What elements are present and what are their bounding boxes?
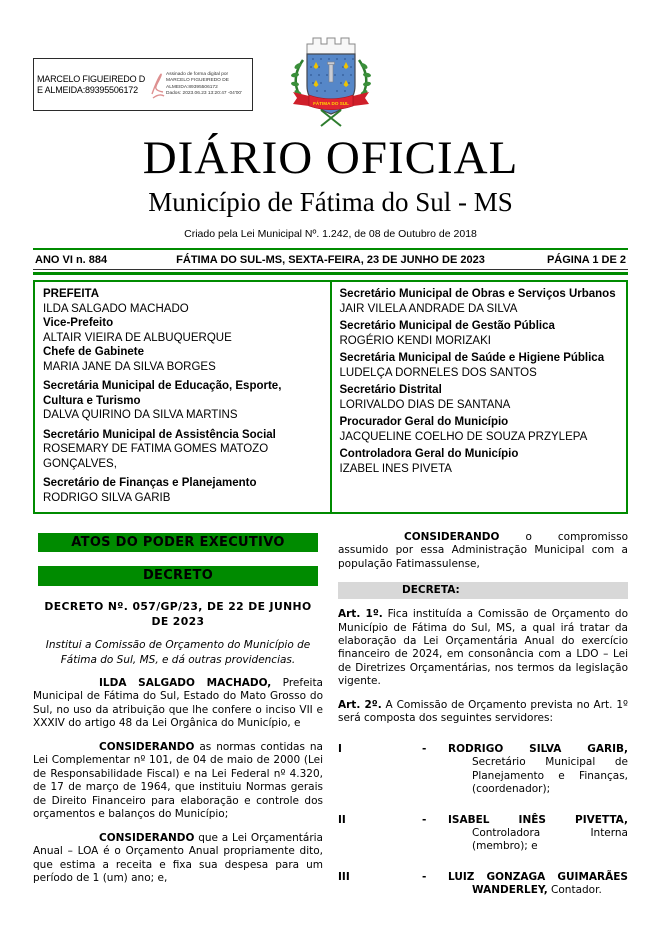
creation-note: Criado pela Lei Municipal Nº. 1.242, de 08 de Outubro de 2018 bbox=[184, 228, 477, 240]
official-entry bbox=[43, 428, 322, 472]
member-name: ISABEL INÊS PIVETTA, bbox=[448, 813, 628, 826]
paragraph-text: o compromisso assumido por essa Administração Municipal com a população Fatimassulense, bbox=[338, 531, 628, 570]
article-lead: Art. 2º. bbox=[338, 699, 382, 712]
signature-detail-line: ALMEIDA:89395506172 bbox=[166, 84, 218, 90]
official-entry bbox=[43, 287, 322, 316]
official-role: Secretário de Finanças e Planejamento bbox=[43, 477, 257, 489]
officials-column-right bbox=[332, 282, 627, 512]
article-lead: Art. 1º. bbox=[338, 608, 383, 621]
official-role: Procurador Geral do Município bbox=[339, 416, 509, 428]
commission-member bbox=[338, 814, 628, 854]
official-role: Secretário Distrital bbox=[339, 384, 442, 396]
paragraph-lead: CONSIDERANDO bbox=[99, 831, 195, 844]
official-entry bbox=[340, 287, 619, 316]
official-entry bbox=[340, 319, 619, 348]
edition-row bbox=[33, 250, 628, 269]
paragraph-text: que a Lei Orçamentária Anual – LOA é o Orçamento Anual propriamente dito, que estima a receita e fixa sua despesa para um período de 1 (um) ano; e, bbox=[33, 831, 323, 885]
decree-article bbox=[338, 699, 628, 726]
member-numeral: III bbox=[338, 870, 350, 883]
paragraph-lead: CONSIDERANDO bbox=[404, 531, 500, 543]
member-role: Controladora Interna (membro); e bbox=[472, 826, 628, 853]
commission-member bbox=[338, 871, 628, 898]
coat-of-arms bbox=[285, 34, 377, 132]
official-role: Secretária Municipal de Educação, Esporte, Cultura e Turismo bbox=[43, 380, 282, 407]
decree-content bbox=[33, 531, 628, 898]
decree-paragraph bbox=[33, 677, 323, 731]
official-role: Secretário Municipal de Assistência Social bbox=[43, 428, 276, 441]
official-role: Vice-Prefeito bbox=[43, 317, 114, 329]
paragraph-lead: CONSIDERANDO bbox=[99, 740, 195, 753]
paragraph-text: Prefeita Municipal de Fátima do Sul, Estado do Mato Grosso do Sul, no uso da atribuição que lhe confere o inciso VII e XXXIV do artigo 48 da Lei Orgânica do Município, e bbox=[33, 676, 323, 730]
member-name: LUIZ GONZAGA GUIMARÃES WANDERLEY, bbox=[448, 870, 628, 897]
decree-heading: DECRETO Nº. 057/GP/23, DE 22 DE JUNHO DE 2023 bbox=[44, 599, 312, 628]
member-dash: - bbox=[422, 813, 427, 826]
paragraph-lead: ILDA SALGADO MACHADO, bbox=[99, 676, 272, 689]
official-role: Secretária Municipal de Saúde e Higiene Pública bbox=[339, 352, 605, 364]
official-name: ROSEMARY DE FATIMA GOMES MATOZO GONÇALVES, bbox=[43, 443, 269, 470]
ribbon-text: FÁTIMA DO SUL bbox=[312, 101, 349, 106]
official-role: PREFEITA bbox=[43, 288, 100, 300]
gazette-subtitle: Município de Fátima do Sul - MS bbox=[148, 187, 513, 217]
officials-box bbox=[33, 280, 628, 514]
decree-column-left bbox=[33, 531, 323, 898]
member-description bbox=[448, 814, 628, 854]
member-role: Contador. bbox=[547, 884, 602, 897]
official-name: LORIVALDO DIAS DE SANTANA bbox=[339, 398, 511, 411]
official-name: JACQUELINE COELHO DE SOUZA PRZYLEPA bbox=[339, 430, 588, 443]
signature-flourish-icon bbox=[150, 68, 165, 102]
official-entry bbox=[340, 447, 619, 476]
official-name: DALVA QUIRINO DA SILVA MARTINS bbox=[43, 409, 238, 421]
divider-dark bbox=[33, 269, 628, 270]
member-role: Secretário Municipal de Planejamento e Finanças, (coordenador); bbox=[472, 756, 628, 796]
article-text: Fica instituída a Comissão de Orçamento do Município de Fátima do Sul, MS, a qual irá tratar da elaboração da Lei Orçamentária Anual do exercício financeiro de 2024, em consonância com a LDO – Lei de Diretrizes Orçamentárias, nos termos da legislação vigente. bbox=[338, 608, 628, 688]
official-entry bbox=[43, 316, 322, 345]
official-role: Secretário Municipal de Gestão Pública bbox=[339, 320, 555, 332]
section-banner-decree: DECRETO bbox=[38, 566, 318, 585]
commission-member bbox=[338, 743, 628, 797]
info-bar bbox=[33, 248, 628, 275]
member-dash: - bbox=[422, 742, 427, 755]
member-description bbox=[448, 743, 628, 797]
page-indicator: PÁGINA 1 DE 2 bbox=[546, 254, 626, 266]
official-name: LUDELÇA DORNELES DOS SANTOS bbox=[339, 366, 537, 379]
signature-detail-line: Dados: 2023.06.23 13:20:47 -04'00' bbox=[166, 90, 242, 96]
member-numeral: II bbox=[338, 813, 346, 826]
official-entry bbox=[340, 415, 619, 444]
edition-date: FÁTIMA DO SUL-MS, SEXTA-FEIRA, 23 DE JUNHO DE 2023 bbox=[176, 254, 485, 266]
digital-signature-box bbox=[33, 58, 253, 111]
mural-crown bbox=[307, 38, 355, 54]
official-entry bbox=[340, 383, 619, 412]
gazette-title: DIÁRIO OFICIAL bbox=[142, 132, 519, 184]
member-numeral: I bbox=[338, 742, 342, 755]
decree-subject: Institui a Comissão de Orçamento do Município de Fátima do Sul, MS, e dá outras providencias. bbox=[45, 638, 311, 666]
decree-paragraph bbox=[33, 832, 323, 886]
member-description bbox=[448, 871, 628, 898]
official-name: MARIA JANE DA SILVA BORGES bbox=[43, 360, 216, 373]
official-role: Controladora Geral do Município bbox=[339, 448, 519, 460]
decreta-bar: DECRETA: bbox=[338, 582, 628, 599]
signature-details bbox=[166, 72, 242, 97]
divider-green-bottom bbox=[33, 272, 628, 275]
member-dash: - bbox=[422, 870, 427, 883]
edition-number: ANO VI n. 884 bbox=[35, 254, 108, 266]
decree-article bbox=[338, 608, 628, 688]
official-entry bbox=[43, 379, 322, 423]
official-entry bbox=[340, 351, 619, 380]
official-name: JAIR VILELA ANDRADE DA SILVA bbox=[339, 302, 518, 315]
official-entry bbox=[43, 476, 322, 505]
official-name: RODRIGO SILVA GARIB bbox=[43, 491, 171, 504]
article-text: A Comissão de Orçamento prevista no Art. 1º será composta dos seguintes servidores: bbox=[338, 699, 628, 725]
official-name: ROGÉRIO KENDI MORIZAKI bbox=[339, 334, 491, 347]
signature-detail-line: MARCELO FIGUEIREDO DE bbox=[166, 78, 229, 84]
official-name: IZABEL INES PIVETA bbox=[339, 462, 452, 475]
official-name: ALTAIR VIEIRA DE ALBUQUERQUE bbox=[43, 331, 232, 344]
official-entry bbox=[43, 345, 322, 374]
signature-detail-line: Assinado de forma digital por bbox=[166, 72, 229, 78]
decree-paragraph bbox=[338, 531, 628, 571]
official-role: Secretário Municipal de Obras e Serviços Urbanos bbox=[339, 288, 616, 300]
official-role: Chefe de Gabinete bbox=[43, 346, 144, 358]
member-name: RODRIGO SILVA GARIB, bbox=[448, 742, 628, 755]
decree-paragraph bbox=[33, 741, 323, 821]
officials-column-left bbox=[35, 282, 332, 512]
official-name: ILDA SALGADO MACHADO bbox=[43, 302, 189, 315]
paragraph-text: as normas contidas na Lei Complementar nº 101, de 04 de maio de 2000 (Lei de Responsabilidade Fiscal) e na Lei Federal nº 4.320, de 17 de março de 1964, que instituiu Normas gerais de Direito Financeiro para elaboração e controle dos orçamentos e balanços do Município; bbox=[33, 740, 323, 820]
signature-name: MARCELO FIGUEIREDO DE ALMEIDA:89395506172 bbox=[37, 73, 146, 95]
decree-column-right bbox=[338, 531, 628, 898]
section-banner-executive: ATOS DO PODER EXECUTIVO bbox=[38, 533, 318, 552]
